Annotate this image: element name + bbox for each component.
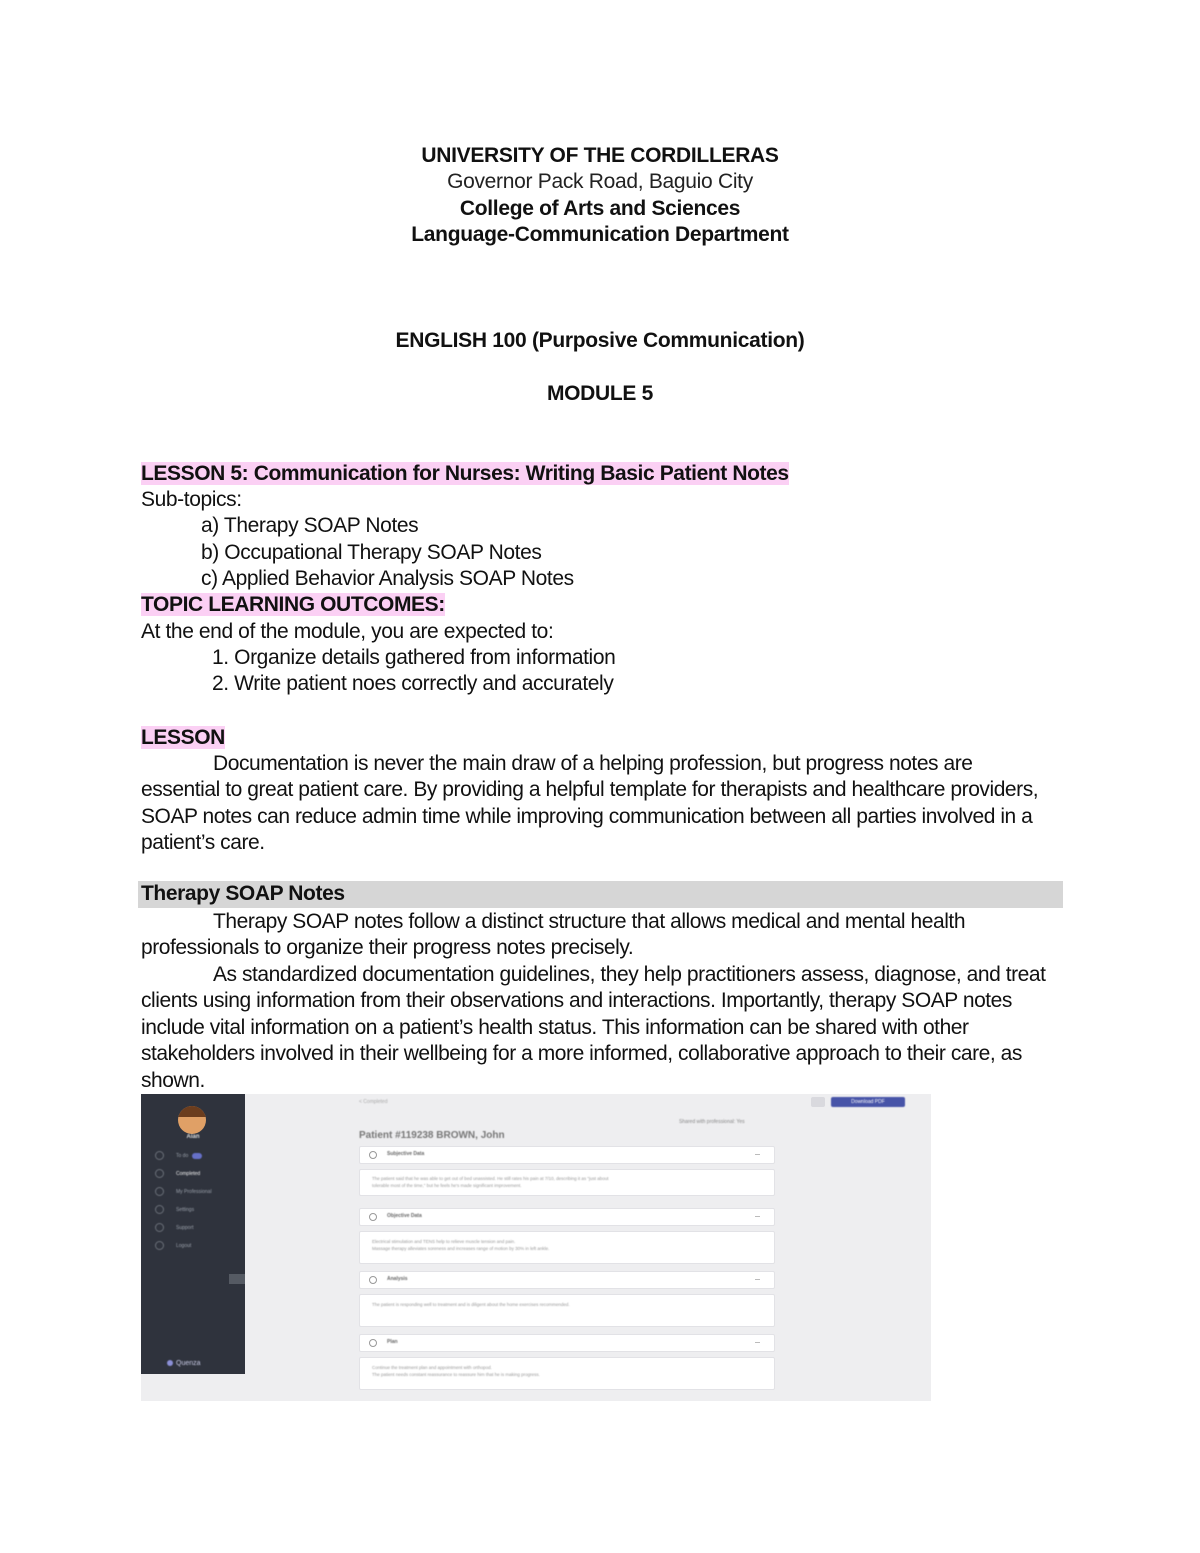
section-body-analysis: The patient is responding well to treatment and is diligent about the home exercises recommended.: [359, 1294, 775, 1327]
therapy-paragraph-1: Therapy SOAP notes follow a distinct structure that allows medical and mental health professionals to organize their progress notes precisely.: [141, 910, 966, 960]
subtopics-label: Sub-topics:: [141, 488, 242, 511]
section-body-subjective: The patient said that he was able to get out of bed unassisted. He still rates his pain at 7/10, describing it as "just about tolerable most of the time," but he feels he's made significant improvement.: [359, 1169, 775, 1196]
user-avatar: [178, 1106, 206, 1134]
outcomes-title: TOPIC LEARNING OUTCOMES:: [141, 593, 445, 616]
module-title: MODULE 5: [546, 382, 654, 405]
university-name: UNIVERSITY OF THE CORDILLERAS: [421, 144, 779, 167]
lesson-paragraph: Documentation is never the main draw of a helping profession, but progress notes are essential to great patient care. By providing a helpful template for therapists and healthcare providers, SOAP notes can reduce admin time while improving communication between all parties involved in a patient’s care.: [141, 752, 1039, 855]
check-icon: [155, 1169, 164, 1178]
lesson-heading: LESSON: [141, 726, 225, 749]
lesson-title: LESSON 5: Communication for Nurses: Writing Basic Patient Notes: [141, 462, 789, 485]
brand-logo: Quenza: [167, 1360, 201, 1367]
course-title: ENGLISH 100 (Purposive Communication): [395, 329, 805, 352]
back-link: < Completed: [359, 1099, 388, 1105]
chevron-icon: [755, 1216, 760, 1217]
shared-status: Shared with professional: Yes: [679, 1119, 745, 1125]
outcome-item: 1. Organize details gathered from information: [212, 646, 616, 669]
print-button: [811, 1097, 825, 1107]
outcome-item: 2. Write patient noes correctly and accurately: [212, 672, 614, 695]
logout-icon: [155, 1241, 164, 1250]
user-name: Alan: [186, 1134, 200, 1140]
gear-icon: [155, 1205, 164, 1214]
todo-count-badge: [192, 1153, 202, 1159]
download-pdf-button: Download PDF: [831, 1097, 905, 1107]
person-icon: [155, 1187, 164, 1196]
app-sidebar: [141, 1094, 245, 1374]
todo-icon: [155, 1151, 164, 1160]
chevron-icon: [755, 1154, 760, 1155]
section-header-plan: Plan: [359, 1334, 775, 1352]
section-header-subjective: Subjective Data: [359, 1146, 775, 1164]
nav-item-logout: Logout: [155, 1241, 191, 1250]
quenza-logo-icon: [167, 1360, 173, 1366]
section-body-objective: Electrical stimulation and TENS help to relieve muscle tension and pain. Massage therapy alleviates soreness and increases range of motion by 30% in left ankle.: [359, 1231, 775, 1264]
nav-item-todo: To do: [155, 1151, 202, 1160]
section-header-objective: Objective Data: [359, 1208, 775, 1226]
department-name: Language-Communication Department: [411, 223, 789, 246]
nav-item-settings: Settings: [155, 1205, 194, 1214]
university-address: Governor Pack Road, Baguio City: [447, 170, 753, 193]
therapy-section-heading: Therapy SOAP Notes: [138, 881, 1063, 908]
nav-item-support: Support: [155, 1223, 194, 1232]
soap-note-screenshot: [141, 1094, 931, 1401]
therapy-paragraph-2: As standardized documentation guidelines, they help practitioners assess, diagnose, and treat clients using information from their observations and interactions. Importantly, therapy SOAP notes include vital information on a patient’s health status. This information can be shared with other stakeholders involved in their wellbeing for a more informed, collaborative approach to their care, as shown.: [141, 963, 1046, 1092]
section-body-plan: Continue the treatment plan and appointment with orthopod. The patient needs constant reassurance to reassure him that he is making progress.: [359, 1357, 775, 1390]
subtopic-item: b) Occupational Therapy SOAP Notes: [201, 541, 542, 564]
section-header-analysis: Analysis: [359, 1271, 775, 1289]
outcomes-intro: At the end of the module, you are expected to:: [141, 620, 554, 643]
nav-item-professional: My Professional: [155, 1187, 212, 1196]
college-name: College of Arts and Sciences: [459, 197, 741, 220]
subtopic-item: c) Applied Behavior Analysis SOAP Notes: [201, 567, 574, 590]
collapse-handle: [229, 1274, 245, 1284]
help-icon: [155, 1223, 164, 1232]
chevron-icon: [755, 1279, 760, 1280]
subtopic-item: a) Therapy SOAP Notes: [201, 514, 419, 537]
chevron-icon: [755, 1342, 760, 1343]
patient-title: Patient #119238 BROWN, John: [359, 1130, 505, 1141]
nav-item-completed: Completed: [155, 1169, 200, 1178]
